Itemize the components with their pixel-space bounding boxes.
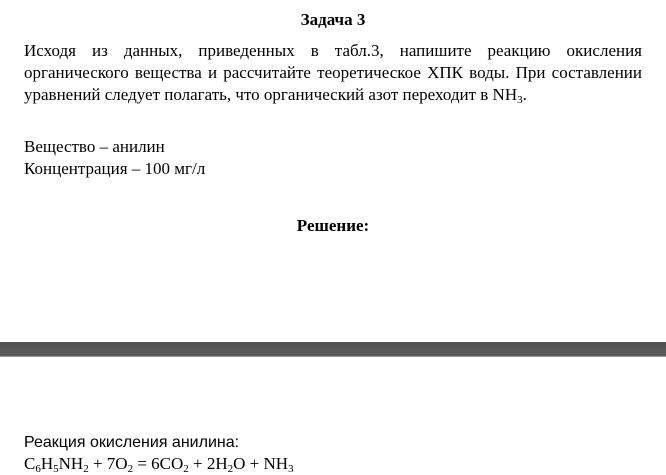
concentration-line: Концентрация – 100 мг/л (24, 159, 206, 178)
equation-subscript: 2 (127, 463, 134, 475)
task-statement (24, 40, 642, 106)
task-parameters (24, 136, 205, 180)
equation-subscript: 5 (53, 463, 59, 475)
task-title: Задача 3 (300, 10, 366, 29)
reaction-label: Реакция окисления анилина: (24, 434, 240, 451)
substance-line: Вещество – анилин (24, 137, 165, 156)
equation-text: + 7O (88, 454, 128, 473)
page-separator (0, 342, 666, 356)
solution-title: Решение: (296, 216, 370, 235)
equation-text: NH (58, 454, 84, 473)
task-statement-text: Исходя из данных, приведенных в табл.3, напишите реакцию окисления органического вещества и рассчитайте теоретическое ХПК воды. При составлении уравнений следует полагать, что органический азот переходит в NH (24, 41, 642, 104)
equation-subscript: 2 (83, 463, 89, 475)
equation-subscript: 2 (183, 463, 189, 475)
equation-text: O + NH (233, 454, 289, 473)
equation-subscript: 6 (35, 463, 41, 475)
task-statement-subscript: 3 (517, 94, 523, 106)
oxidation-equation (24, 454, 294, 474)
equation-text: + 2H (188, 454, 228, 473)
task-statement-end: . (522, 85, 527, 104)
equation-subscript: 3 (288, 463, 294, 475)
equation-text: = 6CO (133, 454, 184, 473)
equation-text: C (24, 454, 36, 473)
equation-subscript: 2 (227, 463, 234, 475)
equation-text: H (40, 454, 54, 473)
